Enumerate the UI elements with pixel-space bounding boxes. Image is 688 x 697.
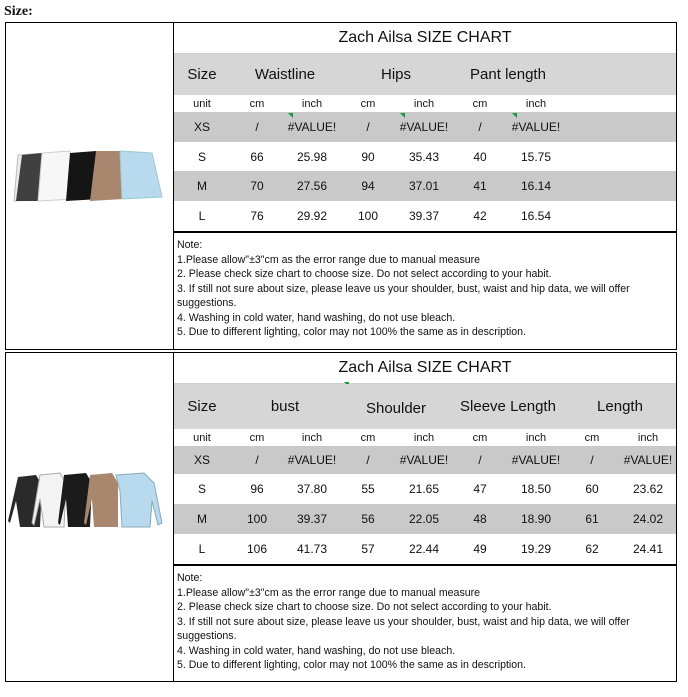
table-cell: 37.80 <box>296 482 328 496</box>
note-line: Note: <box>177 239 203 251</box>
note-line: 1.Please allow"±3"cm as the error range due to manual measure <box>177 586 481 599</box>
table-row <box>174 504 676 534</box>
unit-cell: inch <box>413 431 435 444</box>
table-cell: S <box>197 149 206 164</box>
table-cell: 49 <box>473 542 487 556</box>
table-cell: #VALUE! <box>287 453 337 467</box>
table-row <box>174 112 676 142</box>
table-cell: 35.43 <box>408 149 440 164</box>
header-sleeve-length: Sleeve Length <box>460 398 556 415</box>
unit-cell: inch <box>301 431 323 444</box>
unit-cell: cm <box>360 431 376 444</box>
table-cell: 24.41 <box>632 542 664 556</box>
table-cell: M <box>197 179 207 193</box>
table-cell: 96 <box>250 482 264 496</box>
table-cell: 41.73 <box>296 542 328 556</box>
table-cell: 39.37 <box>408 209 440 223</box>
table-cell: 62 <box>585 542 599 556</box>
table-cell: 27.56 <box>296 179 328 193</box>
table-cell: 60 <box>585 482 599 496</box>
table-cell: 24.02 <box>632 512 664 526</box>
unit-cell: inch <box>525 97 547 110</box>
table-cell: 22.44 <box>408 542 440 556</box>
note-line: 1.Please allow"±3"cm as the error range due to manual measure <box>177 253 481 266</box>
header-size: Size <box>187 398 217 415</box>
table-cell: 39.37 <box>296 512 328 526</box>
unit-cell: cm <box>472 431 488 444</box>
table-cell: 18.50 <box>520 482 552 496</box>
table-cell: / <box>366 453 370 467</box>
unit-cell: cm <box>249 431 265 444</box>
table-cell: 16.54 <box>520 209 552 223</box>
table-cell: 61 <box>585 512 599 526</box>
note-line: 3. If still not sure about size, please leave us your shoulder, bust, waist and hip data, we will offer <box>177 615 630 628</box>
note-line: suggestions. <box>177 630 237 642</box>
table-cell: 16.14 <box>520 179 552 193</box>
unit-cell: unit <box>193 97 211 110</box>
note-line: 4. Washing in cold water, hand washing, do not use bleach. <box>177 644 456 657</box>
table-cell: 29.92 <box>296 209 328 223</box>
note-line: 2. Please check size chart to choose size. Do not select according to your habit. <box>177 268 552 280</box>
unit-cell: cm <box>472 97 488 110</box>
table-cell: 57 <box>361 542 375 556</box>
table-cell: 47 <box>473 482 487 496</box>
unit-cell: cm <box>360 97 376 110</box>
table-cell: 15.75 <box>520 149 552 164</box>
table-cell: XS <box>193 120 210 134</box>
note-line: Note: <box>177 572 203 584</box>
table-cell: L <box>198 542 206 556</box>
table-cell: #VALUE! <box>623 453 673 467</box>
cardigan-blue <box>116 473 162 527</box>
header-shoulder: Shoulder <box>365 400 427 417</box>
table-cell: 22.05 <box>408 512 440 526</box>
note-line: 5. Due to different lighting, color may not 100% the same as in description. <box>177 326 527 338</box>
table-cell: / <box>366 120 370 134</box>
table-row <box>174 171 676 201</box>
table-cell: 94 <box>361 179 375 193</box>
table-cell: 19.29 <box>520 542 552 556</box>
table-cell: #VALUE! <box>511 120 561 134</box>
unit-cell: inch <box>301 97 323 110</box>
unit-cell: inch <box>637 431 659 444</box>
skirt-blue <box>120 151 162 199</box>
table-cell: / <box>255 453 259 467</box>
table-cell: 37.01 <box>408 179 440 193</box>
table-cell: / <box>590 453 594 467</box>
unit-cell: inch <box>413 97 435 110</box>
table-cell: XS <box>193 453 210 467</box>
table-cell: 106 <box>246 542 268 556</box>
header-pant-length: Pant length <box>470 66 546 83</box>
note-line: 5. Due to different lighting, color may not 100% the same as in description. <box>177 659 527 671</box>
table-cell: 70 <box>250 179 264 193</box>
table-cell: S <box>197 482 206 496</box>
cardigan-size-chart-section <box>5 352 677 682</box>
table-cell: 100 <box>246 512 268 526</box>
table-cell: 76 <box>250 209 264 223</box>
size-heading: Size: <box>4 4 33 19</box>
table-row <box>174 201 676 231</box>
note-line: suggestions. <box>177 297 237 309</box>
notes-block <box>174 564 676 681</box>
header-row <box>174 384 676 429</box>
header-bust: bust <box>270 398 300 415</box>
table-cell: 66 <box>250 149 264 164</box>
table-cell: 55 <box>361 482 375 496</box>
table-cell: 100 <box>357 209 379 223</box>
unit-cell: unit <box>193 431 211 444</box>
table-cell: #VALUE! <box>287 120 337 134</box>
table-cell: 40 <box>473 149 487 164</box>
table-cell: #VALUE! <box>399 453 449 467</box>
header-waistline: Waistline <box>254 66 316 83</box>
table-row <box>174 474 676 504</box>
cardigan-colors-image <box>6 353 173 681</box>
unit-row <box>174 429 676 446</box>
table-cell: 23.62 <box>632 482 664 496</box>
table-cell: L <box>198 209 206 223</box>
skirt-product-photo <box>6 23 174 349</box>
note-line: 3. If still not sure about size, please leave us your shoulder, bust, waist and hip data, we will offer <box>177 282 630 295</box>
table-cell: 56 <box>361 512 375 526</box>
table-cell: 90 <box>361 149 375 164</box>
unit-row <box>174 95 676 112</box>
table-cell: 42 <box>473 209 487 223</box>
table-cell: 21.65 <box>408 482 440 496</box>
table-row <box>174 534 676 564</box>
note-line: 2. Please check size chart to choose size. Do not select according to your habit. <box>177 601 552 613</box>
header-hips: Hips <box>380 66 411 83</box>
table-cell: 41 <box>473 179 487 193</box>
comment-marker <box>512 113 517 118</box>
table-cell: 18.90 <box>520 512 552 526</box>
header-length: Length <box>597 398 643 415</box>
chart-title: Zach Ailsa SIZE CHART <box>174 353 676 384</box>
table-cell: M <box>197 512 207 526</box>
table-cell: 48 <box>473 512 487 526</box>
skirt-size-chart-section <box>5 22 677 350</box>
table-row <box>174 142 676 171</box>
table-cell: #VALUE! <box>399 120 449 134</box>
header-row <box>174 54 676 95</box>
unit-cell: cm <box>584 431 600 444</box>
skirt-size-table <box>174 23 676 349</box>
unit-cell: cm <box>249 97 265 110</box>
unit-cell: inch <box>525 431 547 444</box>
table-cell: #VALUE! <box>511 453 561 467</box>
table-cell: 25.98 <box>296 149 328 164</box>
table-cell: / <box>255 120 259 134</box>
comment-marker <box>400 113 405 118</box>
chart-title: Zach Ailsa SIZE CHART <box>174 23 676 54</box>
table-cell: / <box>478 120 482 134</box>
header-size: Size <box>187 66 217 83</box>
skirt-colors-image <box>6 23 173 349</box>
cardigan-size-table <box>174 353 676 681</box>
comment-marker <box>288 113 293 118</box>
note-line: 4. Washing in cold water, hand washing, do not use bleach. <box>177 311 456 324</box>
table-cell: / <box>478 453 482 467</box>
table-row <box>174 446 676 474</box>
notes-block <box>174 231 676 349</box>
cardigan-product-photo <box>6 353 174 681</box>
